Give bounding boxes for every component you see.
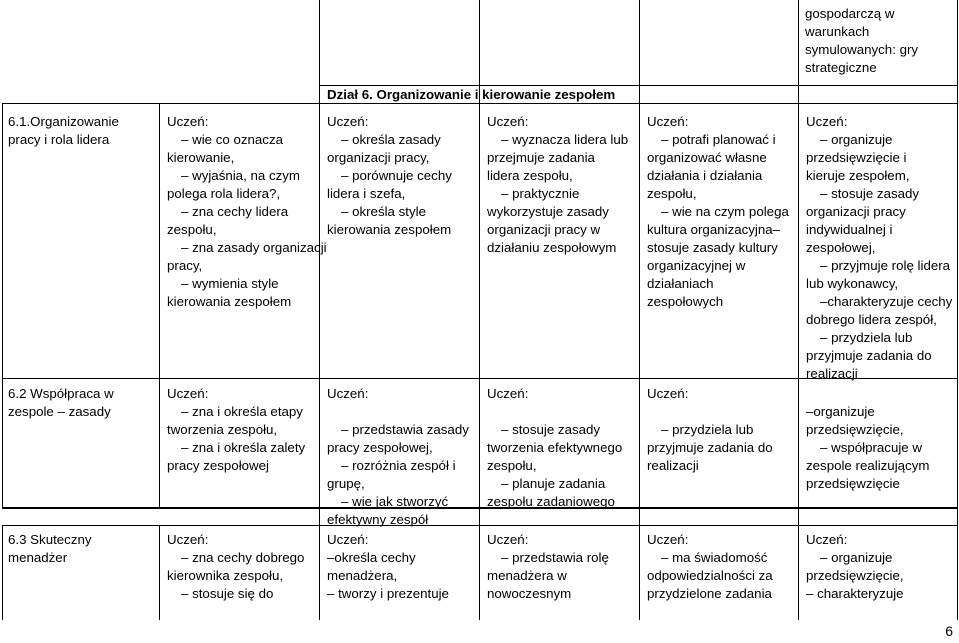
cell-row3-c1: Uczeń: – zna cechy dobrego kierownika zespołu, – stosuje się do [167,532,305,601]
row-divider [2,103,320,104]
table-top-border [2,525,958,526]
cell-row1-c5: Uczeń: – organizuje przedsięwzięcie i kieruje zespołem, – stosuje zasady organizacji pracy indywidualnej i zespołowej, – przyjmuje rolę lidera lub wykonawcy, –charakteryzuje cechy dobrego lidera zespół, – przydziela lub przyjmuje zadania do realizacji [806,114,953,381]
table-border-right [957,0,958,620]
cell-row2-c4: Uczeń: – przydziela lub przyjmuje zadania do realizacji [647,386,773,473]
cell-topic-6-3: 6.3 Skuteczny menadżer [8,532,92,565]
column-divider [798,0,799,620]
cell-row1-c1: Uczeń: – wie co oznacza kierowanie, – wyjaśnia, na czym polega rola lidera?, – zna cechy lidera zespołu, – zna zasady organizacji pracy, – wymienia style kierowania zespołem [167,114,327,309]
cell-row1-c3: Uczeń: – wyznacza lidera lub przejmuje zadania lidera zespołu, – praktycznie wykorzystuje zasady organizacji pracy w działaniu zespołowym [487,114,629,255]
cell-row1-c2: Uczeń: – określa zasady organizacji pracy, – porównuje cechy lidera i szefa, – określa style kierowania zespołem [327,114,452,237]
cell-row2-c2: Uczeń: – przedstawia zasady pracy zespołowej, – rozróżnia zespół i grupę, – wie jak stworzyć efektywny zespół [327,386,469,527]
cell-row0-c6: gospodarczą w warunkach symulowanych: gry strategiczne [805,6,919,75]
cell-row3-c4: Uczeń: – ma świadomość odpowiedzialności za przydzielone zadania [647,532,773,601]
table-border-left [2,103,3,508]
column-divider [159,525,160,620]
table-border-left [2,525,3,620]
cell-topic-6-1: 6.1.Organizowanie pracy i rola lidera [8,114,119,147]
cell-row2-c5: –organizuje przedsięwzięcie, – współpracuje w zespole realizującym przedsięwzięcie [806,404,930,491]
table-bottom-border [2,507,958,509]
cell-row3-c2: Uczeń: –określa cechy menadżera, – tworzy i prezentuje [327,532,449,601]
cell-row2-c1: Uczeń: – zna i określa etapy tworzenia zespołu, – zna i określa zalety pracy zespołowej [167,386,306,473]
cell-topic-6-2: 6.2 Współpraca w zespole – zasady [8,386,114,419]
section-title: Dział 6. Organizowanie i kierowanie zespołem [327,87,616,102]
column-divider [159,103,160,508]
column-divider [639,0,640,620]
cell-row3-c5: Uczeń: – organizuje przedsięwzięcie, – charakteryzuje [806,532,904,601]
cell-row3-c3: Uczeń: – przedstawia rolę menadżera w nowoczesnym [487,532,609,601]
cell-row1-c4: Uczeń: – potrafi planować i organizować własne działania i działania zespołu, – wie na czym polega kultura organizacyjna– stosuje zasady kultury organizacyjnej w działaniach zespołowych [647,114,789,309]
page-number: 6 [945,623,953,639]
cell-row2-c3: Uczeń: – stosuje zasady tworzenia efektywnego zespołu, – planuje zadania zespołu zadaniowego [487,386,623,509]
